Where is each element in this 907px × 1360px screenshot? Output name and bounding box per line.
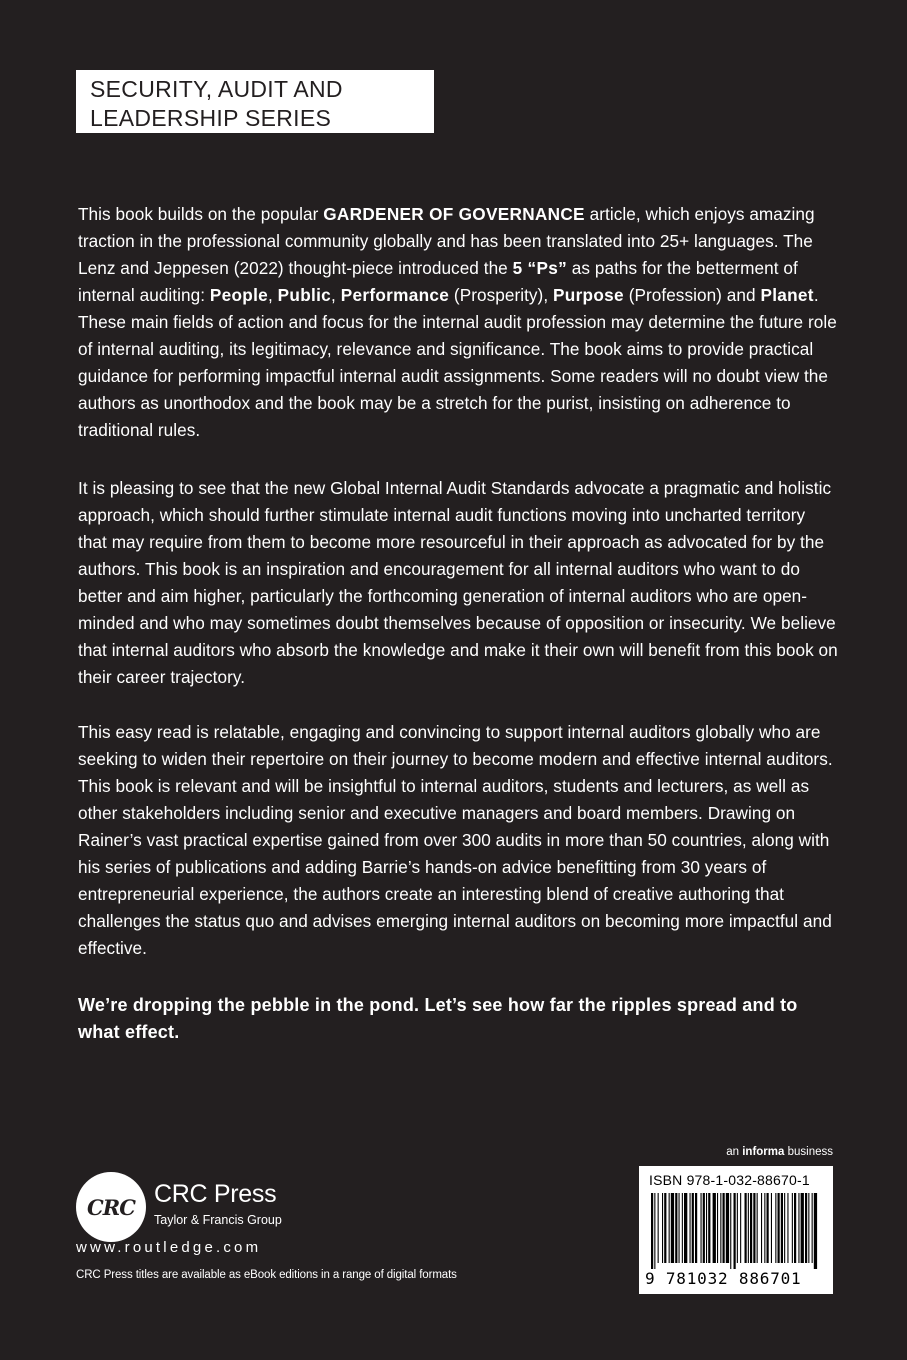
blurb-paragraph-2: It is pleasing to see that the new Global Internal Audit Standards advocate a pragmatic and holistic approach, which should further stimulate internal audit functions moving into uncharted territory that may require from them to become more resourceful in their approach as advocated for by the authors. This book is an inspiration and encouragement for all internal auditors who want to do better and aim higher, particularly the forthcoming generation of internal auditors who are open-minded and who may sometimes doubt themselves because of opposition or insecurity. We believe that internal auditors who absorb the knowledge and make it their own will benefit from this book on their career trajectory.: [78, 478, 838, 687]
text-segment: (Prosperity),: [449, 285, 553, 305]
barcode-bar: [748, 1193, 749, 1263]
barcode-bar: [706, 1193, 707, 1263]
barcode-bar: [808, 1193, 809, 1263]
barcode-bar: [679, 1193, 680, 1263]
barcode-bar: [690, 1193, 691, 1263]
barcode-bar: [669, 1193, 670, 1263]
barcode-bar: [682, 1193, 683, 1263]
blurb-paragraph-3: This easy read is relatable, engaging and convincing to support internal auditors globally who are seeking to widen their repertoire on their journey to become modern and effective internal auditors. This book is relevant and will be insightful to internal auditors, students and lecturers, as well as other stakeholders including senior and executive managers and board members. Drawing on Rainer’s vast practical expertise gained from over 300 audits in more than 50 countries, along with his series of publications and adding Barrie’s hands-on advice benefitting from 30 years of entrepreneurial experience, the authors create an interesting blend of creative authoring that challenges the status quo and advises emerging internal auditors on becoming more impactful and effective.: [78, 722, 833, 958]
barcode-bar: [684, 1193, 687, 1263]
emphasis-text: Performance: [340, 285, 450, 305]
emphasis-text: Public: [277, 285, 332, 305]
series-label-box: [76, 70, 434, 133]
barcode-bar: [651, 1193, 653, 1269]
barcode-graphic: [647, 1193, 825, 1269]
crc-press-logo: CRC: [76, 1172, 146, 1242]
barcode-bar: [787, 1193, 788, 1263]
barcode-bar: [664, 1193, 666, 1263]
barcode-bar: [757, 1193, 758, 1263]
publisher-name: CRC Press: [154, 1180, 277, 1208]
barcode-digits: 9 781032 886701: [645, 1269, 802, 1288]
barcode-bar: [703, 1193, 705, 1263]
text-segment: ,: [268, 285, 278, 305]
series-line-2: LEADERSHIP SERIES: [90, 105, 332, 131]
barcode-bar: [761, 1193, 762, 1263]
publisher-website: www.routledge.com: [76, 1239, 262, 1256]
barcode-bar: [720, 1193, 721, 1263]
barcode-bar: [662, 1193, 663, 1263]
barcode-bar: [798, 1193, 799, 1263]
barcode-bar: [805, 1193, 807, 1263]
closing-statement: We’re dropping the pebble in the pond. Let’s see how far the ripples spread and to what effect.: [78, 995, 798, 1042]
barcode-bar: [671, 1193, 674, 1263]
barcode-bar: [740, 1193, 741, 1263]
barcode-bar: [745, 1193, 747, 1263]
barcode-bar: [771, 1193, 772, 1263]
barcode-bar: [654, 1193, 655, 1269]
text-segment: . These main fields of action and focus for the internal audit profession may determine the future role of internal auditing, its legitimacy, relevance and significance. The book aims to provide practical guidance for performing impactful internal audit assignments. Some readers will no doubt view the authors as unorthodox and the book may be a stretch for the purist, insisting on adherence to traditional rules.: [78, 285, 837, 440]
barcode-bar: [784, 1193, 785, 1263]
emphasis-text: Planet: [760, 285, 814, 305]
barcode-bar: [778, 1193, 780, 1263]
informa-suffix: business: [784, 1146, 833, 1158]
emphasis-text: People: [209, 285, 269, 305]
text-segment: article, which enjoys amazing traction in the professional community globally and has been translated into 25+ languages. The Lenz and Jeppesen (2022) thought-piece introduced the: [78, 204, 815, 278]
barcode-bar: [675, 1193, 677, 1263]
text-segment: ,: [331, 285, 341, 305]
barcode-bar: [658, 1193, 659, 1263]
barcode-bar: [737, 1193, 738, 1263]
barcode-bar: [781, 1193, 783, 1263]
informa-prefix: an: [726, 1146, 743, 1158]
isbn-barcode: [639, 1166, 833, 1294]
series-line-1: SECURITY, AUDIT AND: [90, 76, 343, 102]
barcode-bar: [801, 1193, 804, 1263]
barcode-bar: [708, 1193, 710, 1263]
informa-brand: informa: [742, 1146, 785, 1158]
barcode-bar: [767, 1193, 769, 1263]
barcode-bar: [734, 1193, 736, 1269]
text-segment: This book builds on the popular: [78, 204, 324, 224]
blurb-paragraph-1: [78, 201, 838, 444]
text-segment: as paths for the betterment of internal auditing:: [78, 258, 798, 305]
barcode-bar: [775, 1193, 776, 1263]
ebook-note: CRC Press titles are available as eBook editions in a range of digital formats: [76, 1269, 457, 1281]
barcode-bar: [695, 1193, 697, 1263]
barcode-bar: [726, 1193, 729, 1263]
barcode-bar: [750, 1193, 752, 1263]
barcode-bar: [730, 1193, 731, 1269]
barcode-bar: [814, 1193, 817, 1269]
text-segment: (Profession) and: [623, 285, 761, 305]
barcode-bar: [723, 1193, 725, 1263]
barcode-bar: [713, 1193, 716, 1263]
barcode-bar: [792, 1193, 793, 1263]
isbn-label: ISBN 978-1-032-88670-1: [649, 1172, 810, 1188]
emphasis-text: GARDENER OF GOVERNANCE: [323, 204, 585, 224]
emphasis-text: 5 “Ps”: [512, 258, 567, 278]
barcode-bar: [701, 1193, 702, 1263]
barcode-bar: [717, 1193, 718, 1263]
informa-tagline: [700, 1146, 833, 1158]
barcode-bar: [794, 1193, 796, 1263]
barcode-bar: [764, 1193, 765, 1263]
barcode-bar: [692, 1193, 694, 1263]
publisher-group: Taylor & Francis Group: [154, 1213, 282, 1227]
emphasis-text: Purpose: [553, 285, 624, 305]
barcode-bar: [753, 1193, 755, 1263]
barcode-bar: [812, 1193, 813, 1263]
